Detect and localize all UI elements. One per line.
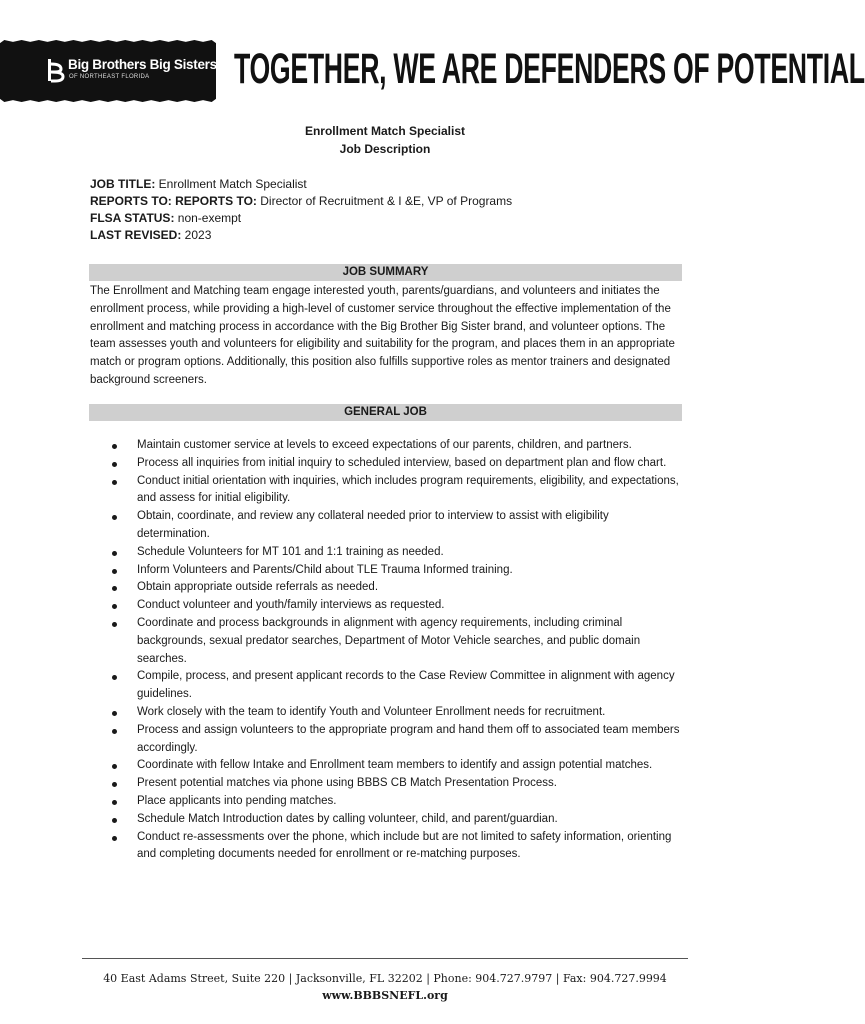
list-item bbox=[104, 775, 684, 793]
bullet-icon bbox=[112, 604, 117, 609]
list-item bbox=[104, 793, 684, 811]
doc-subtitle: Job Description bbox=[339, 142, 431, 156]
footer-website: www.BBBSNEFL.org bbox=[322, 989, 448, 1002]
page-headline: TOGETHER, WE ARE DEFENDERS OF POTENTIAL bbox=[234, 45, 865, 93]
meta-value: non-exempt bbox=[174, 211, 242, 225]
bullet-icon bbox=[112, 818, 117, 823]
list-item-text: Work closely with the team to identify Youth and Volunteer Enrollment needs for recruitment. bbox=[137, 705, 606, 718]
logo-name: Big Brothers Big Sisters. bbox=[68, 57, 221, 72]
meta-value: Enrollment Match Specialist bbox=[155, 177, 307, 191]
footer-divider bbox=[82, 958, 688, 959]
meta-value: Director of Recruitment & I &E, VP of Programs bbox=[256, 194, 513, 208]
list-item bbox=[104, 668, 684, 704]
list-item-text: Coordinate and process backgrounds in alignment with agency requirements, including criminal backgrounds, sexual predator searches, Department of Motor Vehicle searches, and public domain searches. bbox=[137, 616, 641, 665]
list-item-text: Conduct initial orientation with inquiries, which includes program requirements, eligibility, and expectations, and assess for initial eligibility. bbox=[137, 474, 679, 505]
list-item bbox=[104, 544, 684, 562]
list-item bbox=[104, 722, 684, 758]
list-item-text: Maintain customer service at levels to exceed expectations of our parents, children, and partners. bbox=[137, 439, 632, 451]
meta-flsa-status bbox=[90, 211, 241, 225]
bbbs-logo-icon bbox=[46, 58, 66, 82]
bullet-icon bbox=[112, 586, 117, 591]
meta-label: LAST REVISED: bbox=[90, 228, 182, 242]
list-item-text: Inform Volunteers and Parents/Child about TLE Trauma Informed training. bbox=[137, 563, 513, 576]
list-item bbox=[104, 437, 684, 455]
list-item bbox=[104, 704, 684, 722]
bullet-icon bbox=[112, 569, 117, 574]
list-item bbox=[104, 829, 684, 865]
meta-label: FLSA STATUS: bbox=[90, 211, 175, 225]
bullet-icon bbox=[112, 444, 117, 449]
bullet-icon bbox=[112, 675, 117, 680]
bullet-icon bbox=[112, 764, 117, 769]
list-item bbox=[104, 757, 684, 775]
list-item-text: Obtain appropriate outside referrals as needed. bbox=[137, 581, 379, 594]
bullet-icon bbox=[112, 800, 117, 805]
list-item-text: Schedule Volunteers for MT 101 and 1:1 training as needed. bbox=[137, 545, 444, 558]
job-summary-text: The Enrollment and Matching team engage interested youth, parents/guardians, and volunteers and initiates the enrollment process, while providing a high-level of customer service throughout the effective implementation of the enrollment and matching process in accordance with the Big Brother Big Sister brand, and volunteer options. The team assesses youth and volunteers for eligibility and suitability for the program, and places them in an appropriate match or program options. Additionally, this position also fulfills supportive roles as mentor trainers and designated background screeners. bbox=[90, 285, 675, 386]
general-job-list bbox=[104, 437, 684, 864]
list-item bbox=[104, 508, 684, 544]
footer-address: 40 East Adams Street, Suite 220 | Jacksonville, FL 32202 | Phone: 904.727.9797 | Fax: 904.727.9994 bbox=[103, 972, 667, 985]
bullet-icon bbox=[112, 622, 117, 627]
bullet-icon bbox=[112, 480, 117, 485]
meta-job-title bbox=[90, 177, 307, 191]
list-item bbox=[104, 562, 684, 580]
bullet-icon bbox=[112, 551, 117, 556]
bullet-icon bbox=[112, 462, 117, 467]
bullet-icon bbox=[112, 782, 117, 787]
list-item-text: Obtain, coordinate, and review any collateral needed prior to interview to assist with eligibility determination. bbox=[137, 510, 609, 540]
list-item-text: Process and assign volunteers to the appropriate program and hand them off to associated team members accordingly. bbox=[137, 723, 680, 754]
list-item-text: Present potential matches via phone using BBBS CB Match Presentation Process. bbox=[137, 777, 557, 790]
list-item-text: Schedule Match Introduction dates by calling volunteer, child, and parent/guardian. bbox=[137, 812, 558, 825]
list-item-text: Compile, process, and present applicant records to the Case Review Committee in alignment with agency guidelines. bbox=[137, 670, 675, 701]
list-item-text: Conduct re-assessments over the phone, which include but are not limited to safety information, orienting and completing documents needed for enrollment or re-matching purposes. bbox=[137, 830, 672, 861]
list-item bbox=[104, 615, 684, 668]
list-item-text: Process all inquiries from initial inquiry to scheduled interview, based on department plan and flow chart. bbox=[137, 456, 667, 469]
section-heading-general-job: GENERAL JOB bbox=[89, 404, 682, 421]
bullet-icon bbox=[112, 515, 117, 520]
bullet-icon bbox=[112, 711, 117, 716]
list-item-text: Coordinate with fellow Intake and Enrollment team members to identify and assign potential matches. bbox=[137, 759, 653, 772]
list-item bbox=[104, 811, 684, 829]
doc-title: Enrollment Match Specialist bbox=[304, 124, 466, 138]
meta-label: JOB TITLE: bbox=[90, 177, 156, 191]
bullet-icon bbox=[112, 729, 117, 734]
list-item-text: Place applicants into pending matches. bbox=[137, 794, 337, 807]
list-item bbox=[104, 579, 684, 597]
list-item-text: Conduct volunteer and youth/family interviews as requested. bbox=[137, 599, 445, 612]
meta-value: 2023 bbox=[181, 228, 212, 242]
list-item bbox=[104, 597, 684, 615]
meta-last-revised bbox=[90, 228, 211, 242]
bullet-icon bbox=[112, 836, 117, 841]
meta-reports-to bbox=[90, 194, 512, 208]
section-heading-job-summary: JOB SUMMARY bbox=[89, 264, 682, 281]
logo-subtitle: OF NORTHEAST FLORIDA bbox=[69, 74, 150, 80]
meta-label: REPORTS TO: REPORTS TO: bbox=[90, 194, 257, 208]
list-item bbox=[104, 455, 684, 473]
list-item bbox=[104, 473, 684, 509]
